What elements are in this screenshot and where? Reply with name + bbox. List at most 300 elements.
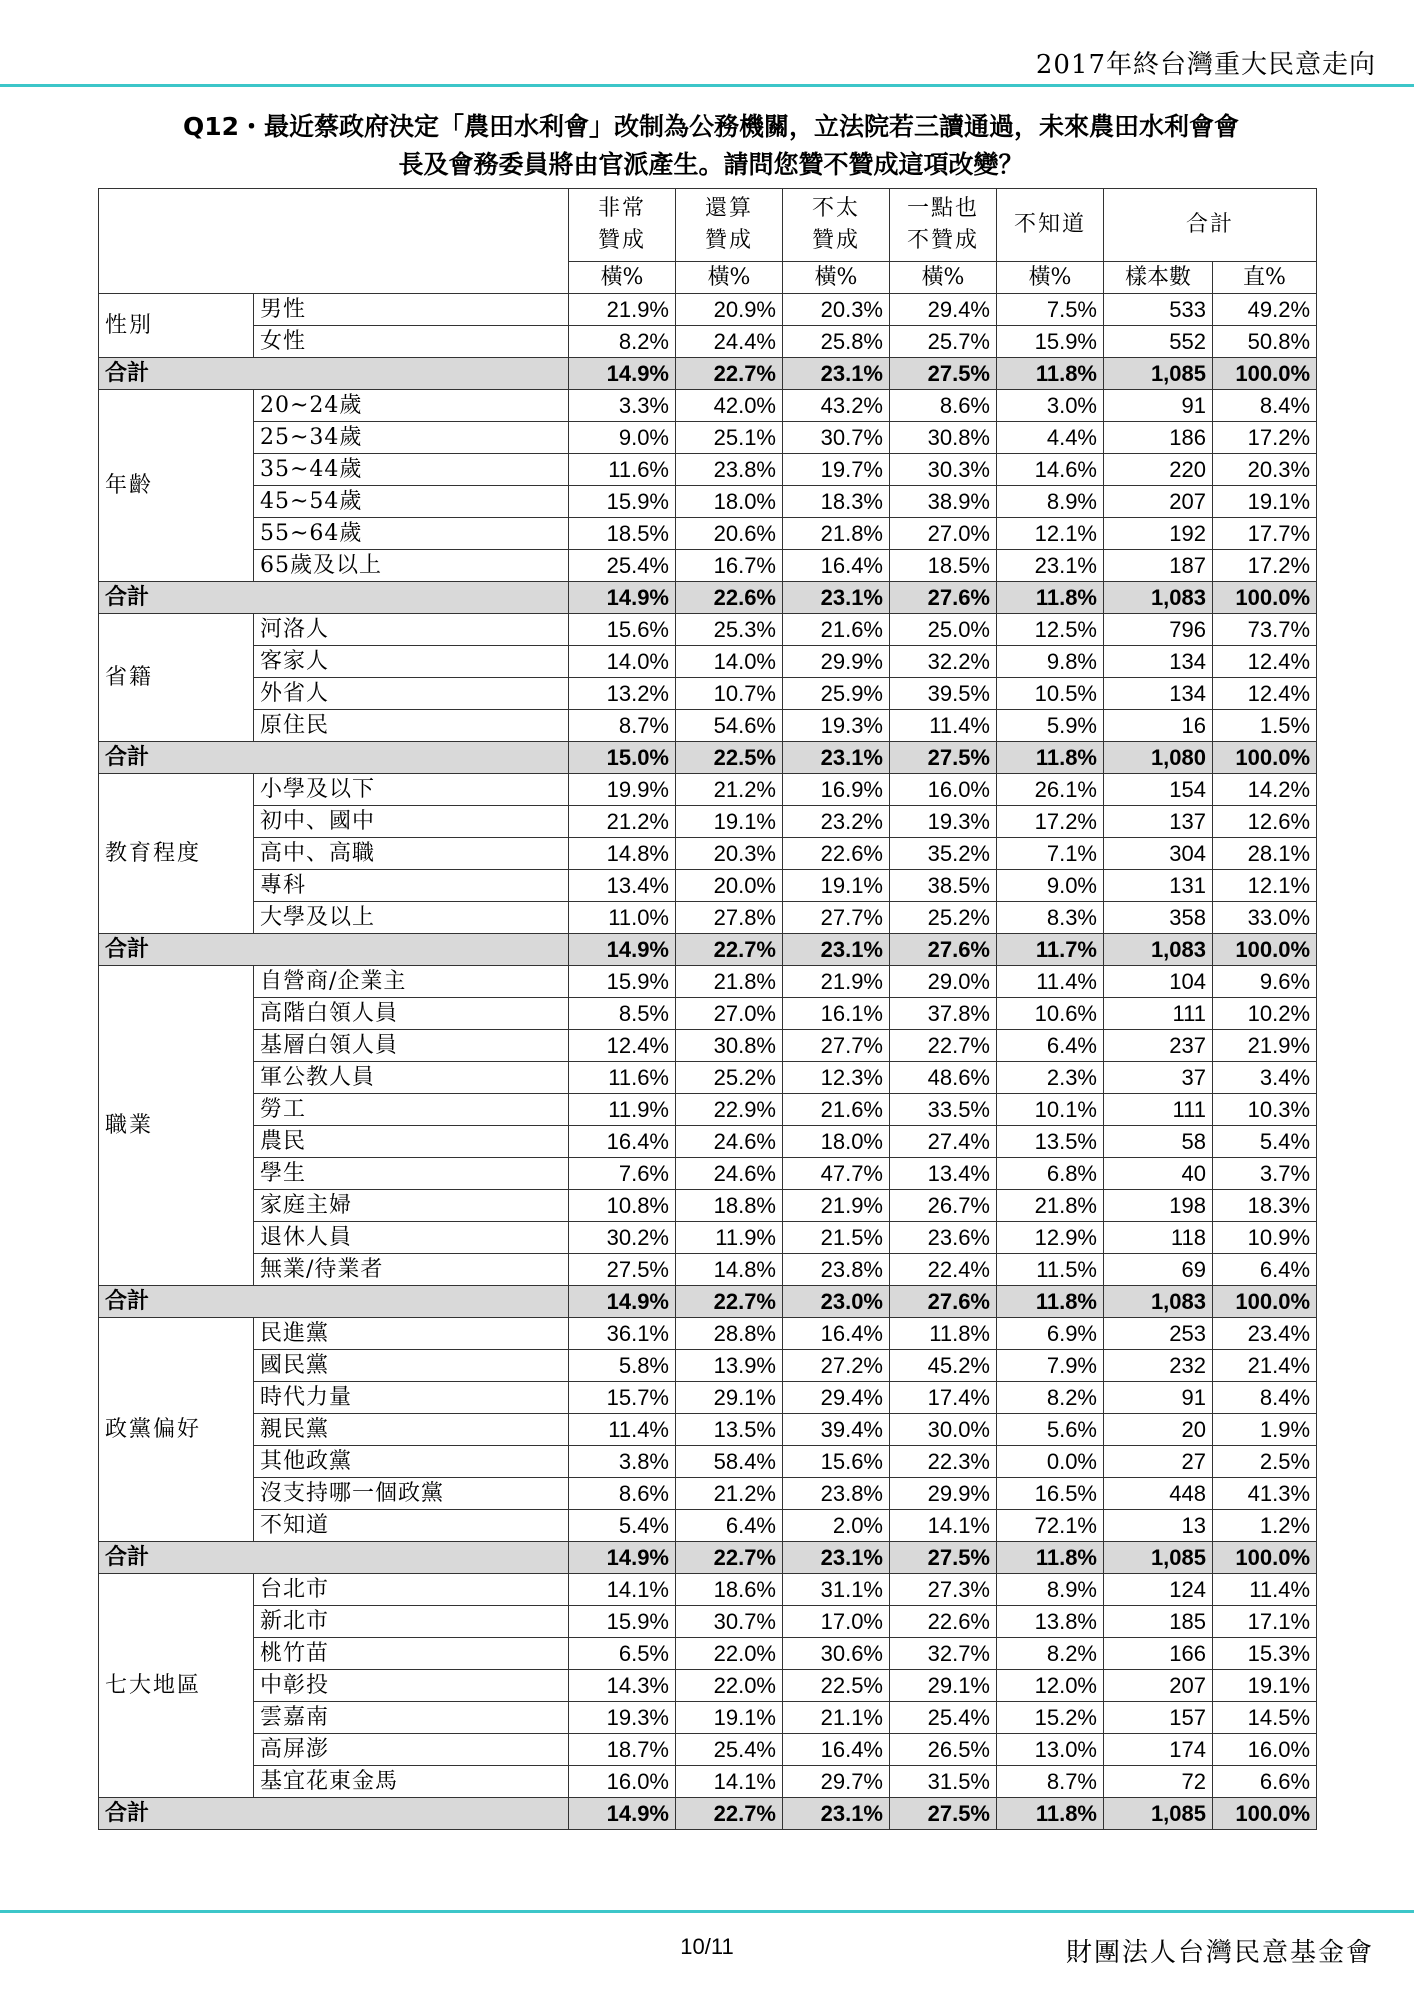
value-cell: 22.7% [890,1030,997,1062]
value-cell: 25.9% [783,678,890,710]
row-label: 桃竹苗 [254,1638,569,1670]
total-row [99,934,1317,966]
value-cell: 237 [1104,1030,1213,1062]
value-cell: 16.4% [783,1318,890,1350]
value-cell: 6.6% [1213,1766,1317,1798]
total-label: 合計 [99,742,569,774]
value-cell: 27.2% [783,1350,890,1382]
report-title: 2017年終台灣重大民意走向 [1035,50,1376,80]
row-label: 農民 [254,1126,569,1158]
table-row [99,294,1317,326]
value-cell: 19.1% [676,1702,783,1734]
table-row [99,1382,1317,1414]
value-cell: 47.7% [783,1158,890,1190]
value-cell: 10.1% [997,1094,1104,1126]
table-row [99,486,1317,518]
value-cell: 111 [1104,1094,1213,1126]
value-cell: 45.2% [890,1350,997,1382]
value-cell: 166 [1104,1638,1213,1670]
total-value-cell: 27.6% [890,934,997,966]
value-cell: 8.9% [997,486,1104,518]
total-value-cell: 27.5% [890,1798,997,1830]
value-cell: 14.8% [569,838,676,870]
value-cell: 13.8% [997,1606,1104,1638]
row-label: 25~34歲 [254,422,569,454]
value-cell: 232 [1104,1350,1213,1382]
total-value-cell: 22.7% [676,1542,783,1574]
question-line-1: Q12・最近蔡政府決定「農田水利會」改制為公務機關，立法院若三讀通過，未來農田水利會會 [182,112,1240,141]
row-label: 45~54歲 [254,486,569,518]
table-row [99,1606,1317,1638]
total-value-cell: 100.0% [1213,934,1317,966]
row-label: 退休人員 [254,1222,569,1254]
value-cell: 48.6% [890,1062,997,1094]
value-cell: 3.7% [1213,1158,1317,1190]
value-cell: 21.8% [783,518,890,550]
value-cell: 13.5% [676,1414,783,1446]
value-cell: 134 [1104,678,1213,710]
value-cell: 5.4% [569,1510,676,1542]
value-cell: 124 [1104,1574,1213,1606]
row-label: 沒支持哪一個政黨 [254,1478,569,1510]
value-cell: 17.2% [1213,550,1317,582]
value-cell: 18.0% [783,1126,890,1158]
total-value-cell: 11.8% [997,1798,1104,1830]
row-label: 時代力量 [254,1382,569,1414]
value-cell: 12.3% [783,1062,890,1094]
total-value-cell: 14.9% [569,934,676,966]
value-cell: 186 [1104,422,1213,454]
value-cell: 5.6% [997,1414,1104,1446]
value-cell: 16.1% [783,998,890,1030]
value-cell: 72.1% [997,1510,1104,1542]
table-row [99,550,1317,582]
value-cell: 26.1% [997,774,1104,806]
value-cell: 7.5% [997,294,1104,326]
total-value-cell: 1,085 [1104,358,1213,390]
value-cell: 42.0% [676,390,783,422]
group-label: 職業 [99,966,254,1286]
total-value-cell: 100.0% [1213,1542,1317,1574]
group-label: 省籍 [99,614,254,742]
bottom-divider [0,1910,1414,1913]
value-cell: 18.6% [676,1574,783,1606]
value-cell: 12.4% [569,1030,676,1062]
value-cell: 11.6% [569,1062,676,1094]
total-value-cell: 1,085 [1104,1798,1213,1830]
value-cell: 25.0% [890,614,997,646]
table-row [99,390,1317,422]
value-cell: 10.8% [569,1190,676,1222]
value-cell: 13.4% [890,1158,997,1190]
value-cell: 21.9% [783,966,890,998]
row-label: 家庭主婦 [254,1190,569,1222]
total-row [99,1798,1317,1830]
group-label: 七大地區 [99,1574,254,1798]
value-cell: 54.6% [676,710,783,742]
value-cell: 73.7% [1213,614,1317,646]
value-cell: 16.4% [569,1126,676,1158]
value-cell: 220 [1104,454,1213,486]
value-cell: 22.0% [676,1670,783,1702]
value-cell: 21.8% [997,1190,1104,1222]
total-value-cell: 14.9% [569,1798,676,1830]
value-cell: 131 [1104,870,1213,902]
value-cell: 19.3% [890,806,997,838]
row-label: 客家人 [254,646,569,678]
value-cell: 21.4% [1213,1350,1317,1382]
value-cell: 137 [1104,806,1213,838]
value-cell: 91 [1104,1382,1213,1414]
value-cell: 27.8% [676,902,783,934]
value-cell: 796 [1104,614,1213,646]
value-cell: 13.9% [676,1350,783,1382]
value-cell: 192 [1104,518,1213,550]
value-cell: 30.7% [783,422,890,454]
value-cell: 7.6% [569,1158,676,1190]
value-cell: 8.7% [569,710,676,742]
value-cell: 17.1% [1213,1606,1317,1638]
table-row [99,1670,1317,1702]
value-cell: 21.2% [676,1478,783,1510]
row-label: 其他政黨 [254,1446,569,1478]
value-cell: 21.8% [676,966,783,998]
value-cell: 6.4% [676,1510,783,1542]
row-label: 65歲及以上 [254,550,569,582]
value-cell: 6.4% [997,1030,1104,1062]
table-row [99,1062,1317,1094]
table-row [99,646,1317,678]
value-cell: 29.9% [783,646,890,678]
value-cell: 3.4% [1213,1062,1317,1094]
value-cell: 304 [1104,838,1213,870]
value-cell: 8.4% [1213,1382,1317,1414]
value-cell: 22.3% [890,1446,997,1478]
value-cell: 22.5% [783,1670,890,1702]
value-cell: 21.2% [569,806,676,838]
value-cell: 30.7% [676,1606,783,1638]
row-label: 無業/待業者 [254,1254,569,1286]
total-value-cell: 27.6% [890,1286,997,1318]
value-cell: 23.1% [997,550,1104,582]
total-value-cell: 1,080 [1104,742,1213,774]
value-cell: 207 [1104,1670,1213,1702]
total-value-cell: 27.5% [890,1542,997,1574]
value-cell: 11.0% [569,902,676,934]
row-label: 學生 [254,1158,569,1190]
crosstab-table [98,188,1317,1830]
value-cell: 13.4% [569,870,676,902]
value-cell: 28.8% [676,1318,783,1350]
value-cell: 30.6% [783,1638,890,1670]
table-row [99,1158,1317,1190]
table-row [99,710,1317,742]
total-label: 合計 [99,582,569,614]
total-label: 合計 [99,1286,569,1318]
value-cell: 27.0% [890,518,997,550]
value-cell: 16.0% [890,774,997,806]
value-cell: 30.8% [890,422,997,454]
value-cell: 21.9% [569,294,676,326]
value-cell: 18.3% [783,486,890,518]
value-cell: 41.3% [1213,1478,1317,1510]
value-cell: 13.5% [997,1126,1104,1158]
value-cell: 23.6% [890,1222,997,1254]
value-cell: 23.8% [783,1254,890,1286]
value-cell: 14.2% [1213,774,1317,806]
value-cell: 30.8% [676,1030,783,1062]
total-value-cell: 22.7% [676,934,783,966]
value-cell: 14.0% [676,646,783,678]
total-value-cell: 23.1% [783,934,890,966]
table-row [99,1574,1317,1606]
value-cell: 8.5% [569,998,676,1030]
value-cell: 5.8% [569,1350,676,1382]
value-cell: 23.2% [783,806,890,838]
value-cell: 187 [1104,550,1213,582]
value-cell: 35.2% [890,838,997,870]
unit-cell: 樣本數 [1104,262,1213,294]
row-label: 男性 [254,294,569,326]
value-cell: 20.6% [676,518,783,550]
table-row [99,1126,1317,1158]
value-cell: 8.6% [890,390,997,422]
value-cell: 29.7% [783,1766,890,1798]
value-cell: 15.6% [783,1446,890,1478]
value-cell: 18.0% [676,486,783,518]
table-row [99,998,1317,1030]
value-cell: 22.0% [676,1638,783,1670]
row-label: 專科 [254,870,569,902]
value-cell: 31.5% [890,1766,997,1798]
col-header-not-at-all-agree: 一點也 不贊成 [890,189,997,262]
value-cell: 21.6% [783,1094,890,1126]
total-value-cell: 11.8% [997,1542,1104,1574]
table-row [99,422,1317,454]
value-cell: 15.6% [569,614,676,646]
unit-cell: 橫% [783,262,890,294]
unit-cell: 橫% [676,262,783,294]
value-cell: 533 [1104,294,1213,326]
value-cell: 29.4% [890,294,997,326]
value-cell: 19.9% [569,774,676,806]
value-cell: 11.4% [890,710,997,742]
table-row [99,1414,1317,1446]
table-row [99,326,1317,358]
row-label: 不知道 [254,1510,569,1542]
value-cell: 38.9% [890,486,997,518]
total-value-cell: 22.6% [676,582,783,614]
value-cell: 22.4% [890,1254,997,1286]
table-row [99,838,1317,870]
value-cell: 6.9% [997,1318,1104,1350]
value-cell: 16.5% [997,1478,1104,1510]
value-cell: 72 [1104,1766,1213,1798]
total-value-cell: 100.0% [1213,358,1317,390]
value-cell: 58.4% [676,1446,783,1478]
table-row [99,1478,1317,1510]
value-cell: 21.6% [783,614,890,646]
total-value-cell: 1,083 [1104,1286,1213,1318]
row-label: 基層白領人員 [254,1030,569,1062]
value-cell: 23.8% [783,1478,890,1510]
value-cell: 21.5% [783,1222,890,1254]
value-cell: 22.9% [676,1094,783,1126]
total-value-cell: 11.8% [997,742,1104,774]
value-cell: 8.2% [997,1638,1104,1670]
question-text [108,108,1314,184]
table-row [99,1702,1317,1734]
value-cell: 15.3% [1213,1638,1317,1670]
value-cell: 27.5% [569,1254,676,1286]
value-cell: 38.5% [890,870,997,902]
total-value-cell: 1,083 [1104,934,1213,966]
total-value-cell: 22.5% [676,742,783,774]
total-value-cell: 1,083 [1104,582,1213,614]
total-value-cell: 23.1% [783,1542,890,1574]
value-cell: 20.0% [676,870,783,902]
value-cell: 0.0% [997,1446,1104,1478]
value-cell: 12.5% [997,614,1104,646]
value-cell: 11.9% [676,1222,783,1254]
value-cell: 185 [1104,1606,1213,1638]
value-cell: 21.9% [1213,1030,1317,1062]
value-cell: 12.1% [1213,870,1317,902]
value-cell: 12.4% [1213,678,1317,710]
row-label: 親民黨 [254,1414,569,1446]
value-cell: 8.3% [997,902,1104,934]
table-row [99,1638,1317,1670]
value-cell: 15.2% [997,1702,1104,1734]
row-label: 國民黨 [254,1350,569,1382]
value-cell: 15.9% [569,486,676,518]
value-cell: 2.3% [997,1062,1104,1094]
value-cell: 14.6% [997,454,1104,486]
group-label: 性別 [99,294,254,358]
value-cell: 18.3% [1213,1190,1317,1222]
total-value-cell: 14.9% [569,582,676,614]
table-row [99,1222,1317,1254]
total-value-cell: 23.1% [783,358,890,390]
value-cell: 50.8% [1213,326,1317,358]
row-label: 高階白領人員 [254,998,569,1030]
value-cell: 11.4% [569,1414,676,1446]
total-value-cell: 11.8% [997,1286,1104,1318]
value-cell: 29.9% [890,1478,997,1510]
total-row [99,582,1317,614]
row-label: 初中、國中 [254,806,569,838]
col-header-not-very-agree: 不太 贊成 [783,189,890,262]
value-cell: 29.1% [890,1670,997,1702]
value-cell: 10.9% [1213,1222,1317,1254]
group-label: 政黨偏好 [99,1318,254,1542]
value-cell: 91 [1104,390,1213,422]
value-cell: 19.1% [1213,486,1317,518]
value-cell: 16.7% [676,550,783,582]
value-cell: 49.2% [1213,294,1317,326]
value-cell: 207 [1104,486,1213,518]
value-cell: 174 [1104,1734,1213,1766]
value-cell: 43.2% [783,390,890,422]
value-cell: 358 [1104,902,1213,934]
value-cell: 12.0% [997,1670,1104,1702]
value-cell: 33.5% [890,1094,997,1126]
top-divider [0,84,1414,87]
value-cell: 14.0% [569,646,676,678]
value-cell: 33.0% [1213,902,1317,934]
row-label: 20~24歲 [254,390,569,422]
value-cell: 58 [1104,1126,1213,1158]
table-row [99,1318,1317,1350]
value-cell: 16.4% [783,1734,890,1766]
unit-cell: 橫% [569,262,676,294]
value-cell: 10.7% [676,678,783,710]
table-row [99,966,1317,998]
value-cell: 11.9% [569,1094,676,1126]
value-cell: 23.4% [1213,1318,1317,1350]
value-cell: 21.9% [783,1190,890,1222]
value-cell: 30.0% [890,1414,997,1446]
value-cell: 20.3% [676,838,783,870]
total-value-cell: 27.5% [890,358,997,390]
value-cell: 17.7% [1213,518,1317,550]
total-value-cell: 22.7% [676,1286,783,1318]
table-row [99,1094,1317,1126]
col-header-dont-know: 不知道 [997,189,1104,262]
value-cell: 21.1% [783,1702,890,1734]
table-row [99,806,1317,838]
value-cell: 19.3% [783,710,890,742]
value-cell: 27.0% [676,998,783,1030]
value-cell: 37 [1104,1062,1213,1094]
value-cell: 20 [1104,1414,1213,1446]
unit-cell: 橫% [997,262,1104,294]
value-cell: 27.4% [890,1126,997,1158]
total-label: 合計 [99,358,569,390]
total-value-cell: 100.0% [1213,742,1317,774]
value-cell: 253 [1104,1318,1213,1350]
row-label: 55~64歲 [254,518,569,550]
table-row [99,1030,1317,1062]
total-value-cell: 22.7% [676,1798,783,1830]
value-cell: 3.8% [569,1446,676,1478]
total-value-cell: 14.9% [569,1286,676,1318]
value-cell: 17.2% [997,806,1104,838]
value-cell: 25.4% [676,1734,783,1766]
value-cell: 17.2% [1213,422,1317,454]
value-cell: 9.0% [569,422,676,454]
value-cell: 25.3% [676,614,783,646]
row-label: 小學及以下 [254,774,569,806]
value-cell: 25.2% [676,1062,783,1094]
unit-cell: 直% [1213,262,1317,294]
value-cell: 6.5% [569,1638,676,1670]
value-cell: 1.5% [1213,710,1317,742]
row-label: 雲嘉南 [254,1702,569,1734]
value-cell: 18.5% [569,518,676,550]
value-cell: 5.9% [997,710,1104,742]
row-label: 新北市 [254,1606,569,1638]
unit-cell: 橫% [890,262,997,294]
value-cell: 30.3% [890,454,997,486]
row-label: 軍公教人員 [254,1062,569,1094]
value-cell: 37.8% [890,998,997,1030]
row-label: 民進黨 [254,1318,569,1350]
value-cell: 2.0% [783,1510,890,1542]
row-label: 自營商/企業主 [254,966,569,998]
value-cell: 3.0% [997,390,1104,422]
question-line-2: 長及會務委員將由官派產生。請問您贊不贊成這項改變？ [398,150,1024,179]
